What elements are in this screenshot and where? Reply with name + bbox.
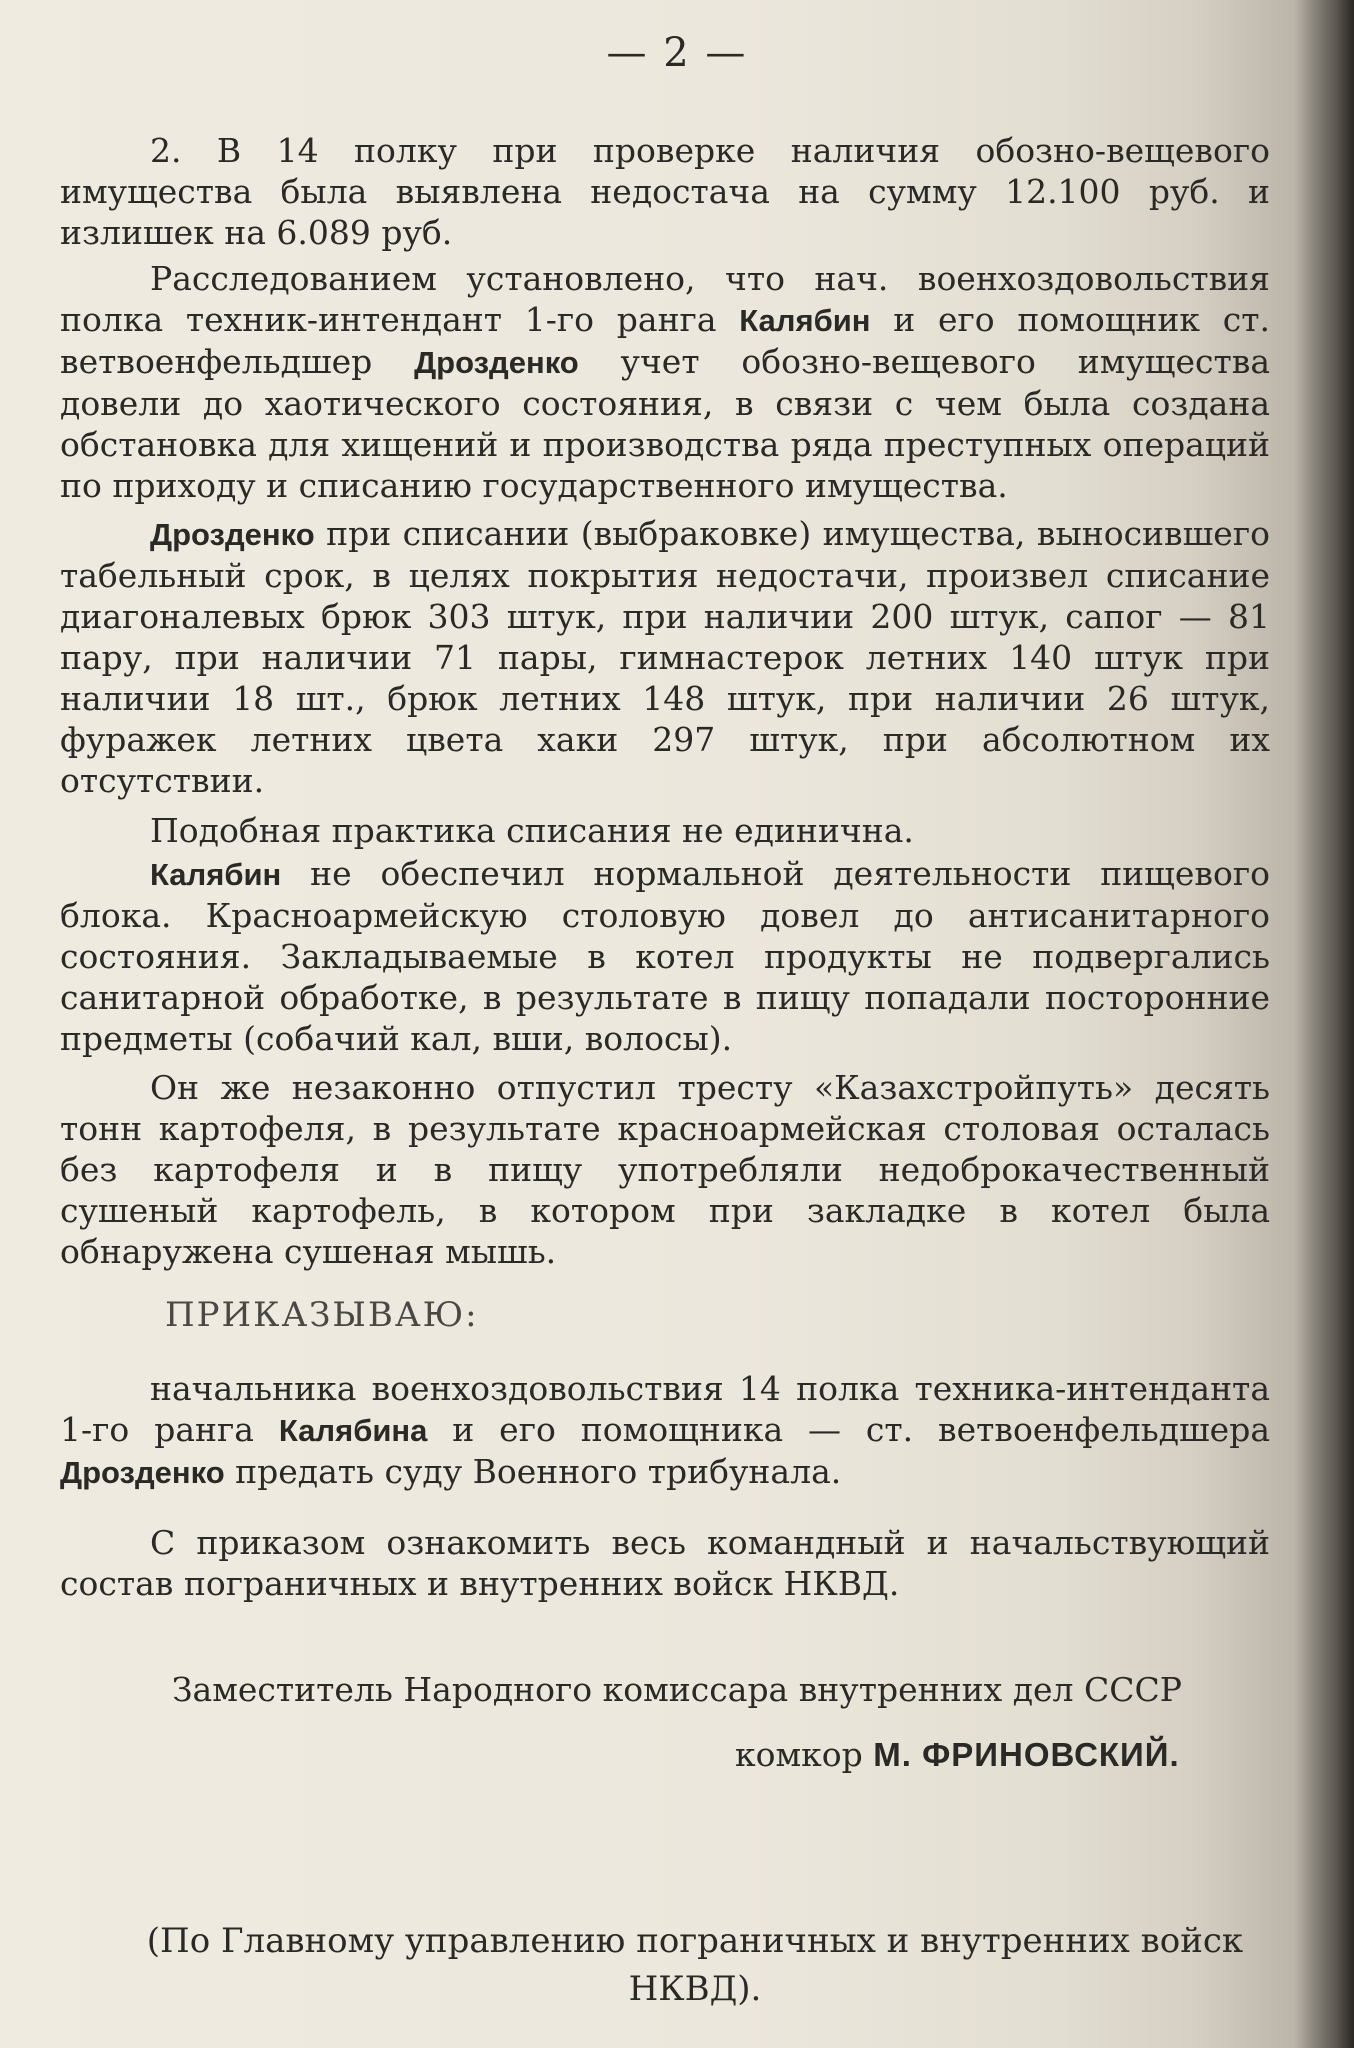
name-kalyabin: Калябин [739, 303, 871, 338]
name-drozdenko: Дрозденко [414, 345, 579, 380]
signature-title: Заместитель Народного комиссара внутренних дел СССР [172, 1670, 1182, 1709]
paragraph-2-part-a: Расследованием установлено, что нач. военхоздовольствия полка техник-интендант 1-го ранга [60, 259, 1270, 339]
name-drozdenko: Дрозденко [150, 517, 315, 552]
order-heading: ПРИКАЗЫВАЮ: [165, 1295, 479, 1335]
paragraph-4-text: Подобная практика списания не единична. [150, 811, 914, 850]
order-1-part-e: предать суду Военного трибунала. [224, 1452, 842, 1491]
paragraph-2-text [60, 258, 1270, 506]
paragraph-6-text: Он же незаконно отпустил тресту «Казахстройпуть» десять тонн картофеля, в результате красноармейская столовая осталась без картофеля и в пищу употребляли недоброкачественный сушеный картофель, в котором при закладке в котел была обнаружена сушеная мышь. [60, 1068, 1270, 1271]
order-2-text: С приказом ознакомить весь командный и начальствующий состав пограничных и внутренних войск НКВД. [60, 1523, 1270, 1603]
paragraph-2-part-c: и его помощник ст. ветвоенфельдшер [60, 300, 1270, 381]
page-number: — 2 — [606, 30, 748, 76]
paragraph-investigation [60, 258, 1270, 506]
signature-line [735, 1735, 1180, 1774]
order-1-text [60, 1368, 1270, 1493]
paragraph-3-text [60, 513, 1270, 801]
paragraph-shortage [60, 130, 1270, 253]
paragraph-food-block [60, 853, 1270, 1059]
order-tribunal [60, 1368, 1270, 1493]
paragraph-2-part-e: учет обозно-вещевого имущества довели до хаотического состояния, в связи с чем была создана обстановка для хищений и производства ряда преступных операций по приходу и списанию государственного имущества. [60, 342, 1271, 505]
paragraph-1-text: 2. В 14 полку при проверке наличия обозно-вещевого имущества была выявлена недостача на сумму 12.100 руб. и излишек на 6.089 руб. [60, 131, 1270, 252]
paragraph-5-part-b: не обеспечил нормальной деятельности пищевого блока. Красноармейскую столовую довел до антисанитарного состояния. Закладываемые в котел продукты не подвергались санитарной обработке, в результате в пищу попадали посторонние предметы (собачий кал, вши, волосы). [60, 854, 1270, 1058]
footer-note: (По Главному управлению пограничных и внутренних войск НКВД). [146, 1921, 1244, 2009]
order-familiarize [60, 1522, 1270, 1604]
order-1-part-c: и его помощника — ст. ветвоенфельдшера [427, 1410, 1270, 1449]
paragraph-writeoff [60, 513, 1270, 801]
paragraph-5-text [60, 853, 1270, 1059]
order-1-part-a: начальника военхоздовольствия 14 полка техника-интенданта 1-го ранга [60, 1369, 1270, 1449]
signature-rank: комкор [735, 1735, 874, 1774]
name-kalyabina: Калябина [278, 1413, 428, 1448]
paragraph-potatoes [60, 1067, 1270, 1272]
paragraph-3-part-b: при списании (выбраковке) имущества, выносившего табельный срок, в целях покрытия недостачи, произвел списание диагоналевых брюк 303 штук, при наличии 200 штук, сапог — 81 пару, при наличии 71 пары, гимнастерок летних 140 штук при наличии 18 шт., брюк летних 148 штук, при наличии 26 штук, фуражек летних цвета хаки 297 штук, при абсолютном их отсутствии. [60, 514, 1270, 800]
name-drozdenko: Дрозденко [60, 1455, 225, 1490]
signature-name: М. ФРИНОВСКИЙ. [873, 1736, 1180, 1773]
binding-shadow [1294, 0, 1354, 2048]
paragraph-practice [60, 810, 1270, 851]
name-kalyabin: Калябин [150, 857, 282, 892]
